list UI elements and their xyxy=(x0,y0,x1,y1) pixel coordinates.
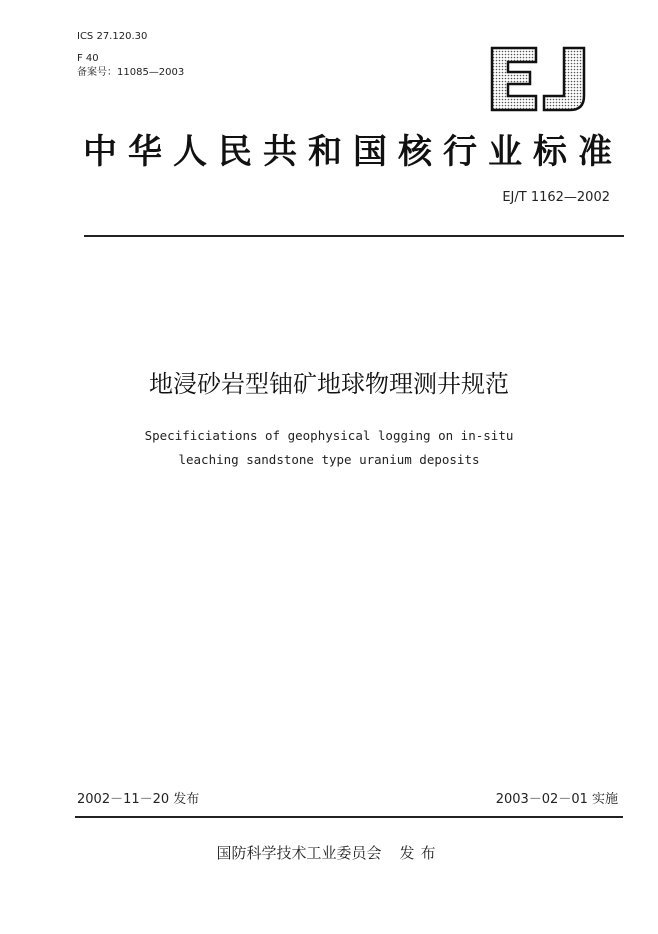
implementation-date: 2003－02－01 实施 xyxy=(495,792,618,807)
issuer-release: 发布 xyxy=(399,844,442,862)
issuer-name: 国防科学技术工业委员会 xyxy=(216,844,382,862)
title-english-line-2: leaching sandstone type uranium deposits xyxy=(178,452,480,467)
issuer-line xyxy=(0,843,658,863)
ics-code: ICS 27.120.30 xyxy=(77,31,148,42)
issue-date: 2002－11－20 发布 xyxy=(77,792,200,807)
category-code: F 40 xyxy=(77,53,99,64)
logo-letter-e xyxy=(492,48,536,110)
standard-organization: 中华人民共和国核行业标准 xyxy=(83,132,623,172)
top-divider xyxy=(84,235,624,237)
ej-logo xyxy=(486,44,596,112)
logo-letter-j xyxy=(544,48,584,110)
bottom-divider xyxy=(75,816,623,818)
title-chinese: 地浸砂岩型铀矿地球物理测井规范 xyxy=(149,370,509,398)
title-english-line-1: Specificiations of geophysical logging on in-situ xyxy=(144,428,514,443)
record-number: 备案号：11085—2003 xyxy=(77,67,185,78)
standard-code: EJ/T 1162—2002 xyxy=(502,190,610,205)
